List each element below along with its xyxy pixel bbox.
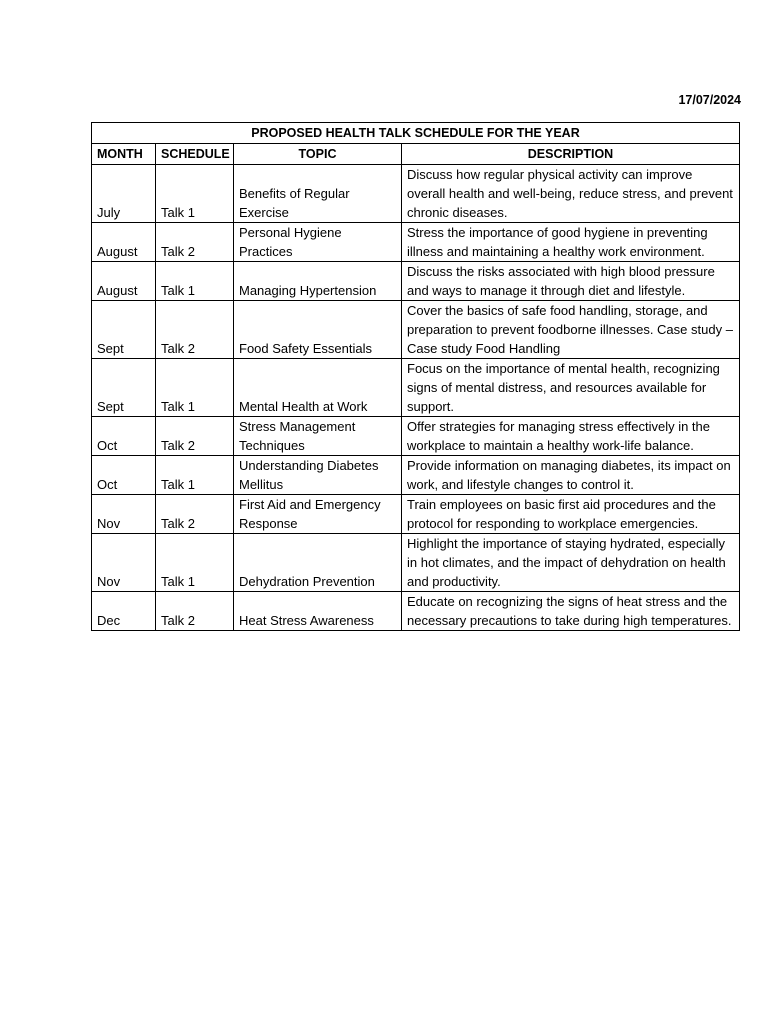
table-row [92,417,740,456]
header-month: MONTH [92,144,156,165]
schedule-cell: Talk 1 [156,359,234,417]
table-row [92,301,740,359]
header-topic: TOPIC [234,144,402,165]
topic-cell: Benefits of Regular Exercise [234,165,402,223]
topic-cell: Understanding Diabetes Mellitus [234,456,402,495]
header-schedule: SCHEDULE [156,144,234,165]
month-cell: Oct [92,417,156,456]
table-row [92,165,740,223]
table-row [92,262,740,301]
topic-cell: Personal Hygiene Practices [234,223,402,262]
topic-cell: Food Safety Essentials [234,301,402,359]
description-cell: Educate on recognizing the signs of heat stress and the necessary precautions to take during high temperatures. [402,592,740,631]
table-row [92,359,740,417]
description-cell: Train employees on basic first aid procedures and the protocol for responding to workplace emergencies. [402,495,740,534]
month-cell: Dec [92,592,156,631]
schedule-cell: Talk 1 [156,165,234,223]
month-cell: Oct [92,456,156,495]
topic-cell: Dehydration Prevention [234,534,402,592]
health-talk-schedule-table [91,122,740,631]
description-cell: Cover the basics of safe food handling, storage, and preparation to prevent foodborne illnesses. Case study – Case study Food Handling [402,301,740,359]
schedule-cell: Talk 2 [156,301,234,359]
description-cell: Stress the importance of good hygiene in preventing illness and maintaining a healthy work environment. [402,223,740,262]
table-row [92,456,740,495]
month-cell: Sept [92,301,156,359]
topic-cell: Mental Health at Work [234,359,402,417]
document-date: 17/07/2024 [678,93,741,107]
month-cell: August [92,223,156,262]
month-cell: July [92,165,156,223]
schedule-cell: Talk 2 [156,417,234,456]
schedule-cell: Talk 1 [156,456,234,495]
description-cell: Offer strategies for managing stress effectively in the workplace to maintain a healthy work-life balance. [402,417,740,456]
schedule-cell: Talk 1 [156,534,234,592]
description-cell: Highlight the importance of staying hydrated, especially in hot climates, and the impact of dehydration on health and productivity. [402,534,740,592]
month-cell: Sept [92,359,156,417]
topic-cell: Managing Hypertension [234,262,402,301]
month-cell: August [92,262,156,301]
schedule-cell: Talk 2 [156,223,234,262]
table-title: PROPOSED HEALTH TALK SCHEDULE FOR THE YEAR [92,123,740,144]
table-row [92,592,740,631]
table-row [92,534,740,592]
topic-cell: Heat Stress Awareness [234,592,402,631]
schedule-cell: Talk 2 [156,592,234,631]
header-description: DESCRIPTION [402,144,740,165]
table-row [92,495,740,534]
description-cell: Focus on the importance of mental health, recognizing signs of mental distress, and resources available for support. [402,359,740,417]
description-cell: Discuss how regular physical activity can improve overall health and well-being, reduce stress, and prevent chronic diseases. [402,165,740,223]
table-title-row [92,123,740,144]
table-header-row [92,144,740,165]
topic-cell: First Aid and Emergency Response [234,495,402,534]
month-cell: Nov [92,534,156,592]
description-cell: Discuss the risks associated with high blood pressure and ways to manage it through diet and lifestyle. [402,262,740,301]
schedule-cell: Talk 1 [156,262,234,301]
topic-cell: Stress Management Techniques [234,417,402,456]
description-cell: Provide information on managing diabetes, its impact on work, and lifestyle changes to control it. [402,456,740,495]
month-cell: Nov [92,495,156,534]
table-row [92,223,740,262]
schedule-cell: Talk 2 [156,495,234,534]
